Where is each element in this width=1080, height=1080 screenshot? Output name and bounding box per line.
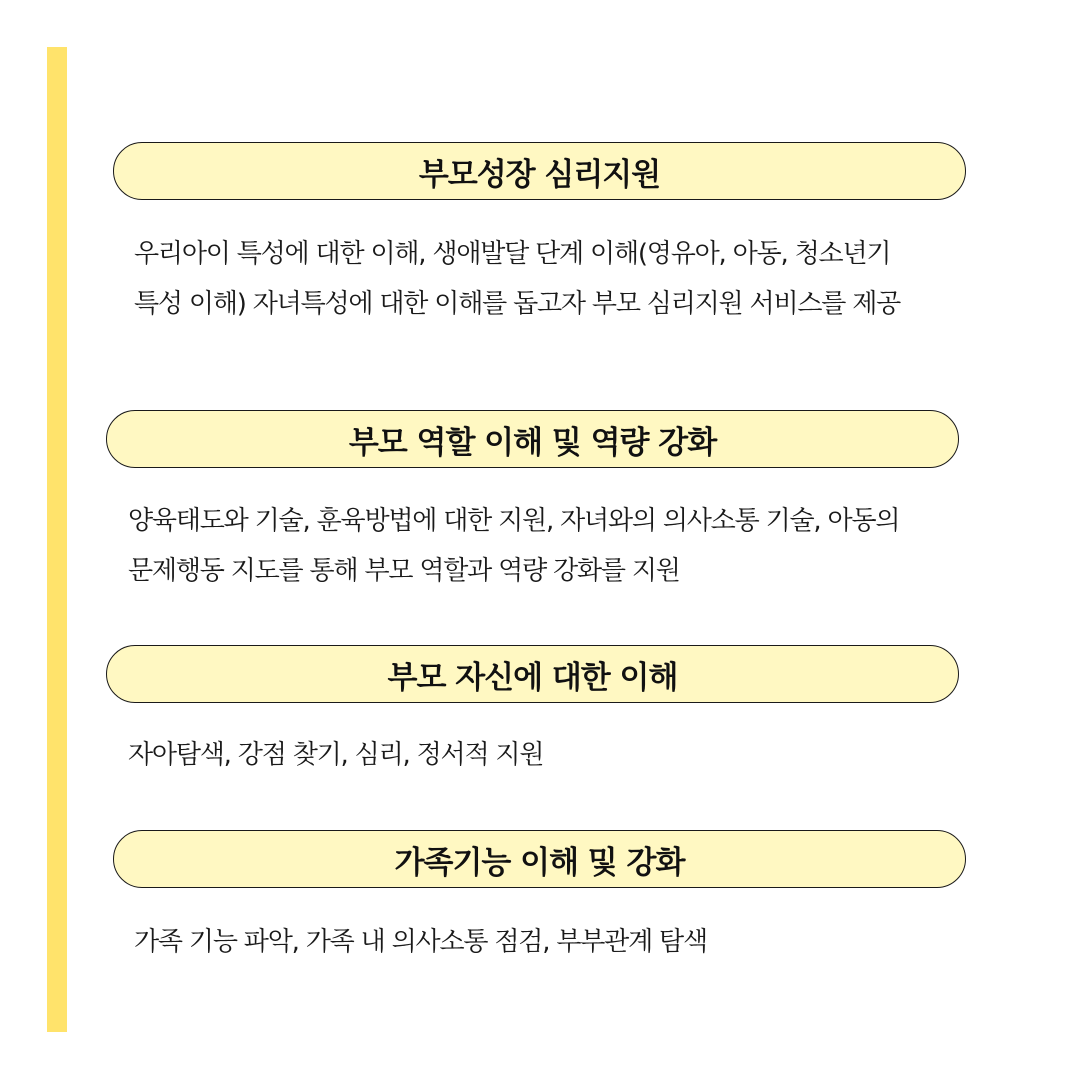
description-line: 문제행동 지도를 통해 부모 역할과 역량 강화를 지원 (128, 556, 680, 586)
section-title-parent-growth: 부모성장 심리지원 (113, 142, 966, 200)
description-line: 자아탐색, 강점 찾기, 심리, 정서적 지원 (128, 740, 544, 770)
section-title-family-function: 가족기능 이해 및 강화 (113, 830, 966, 888)
section-title-self-understanding: 부모 자신에 대한 이해 (106, 645, 959, 703)
description-line: 양육태도와 기술, 훈육방법에 대한 지원, 자녀와의 의사소통 기술, 아동의 (128, 506, 900, 536)
section-description-self-understanding (128, 730, 543, 780)
yellow-accent-bar (47, 47, 67, 1032)
section-description-family-function (134, 917, 707, 967)
description-line: 특성 이해) 자녀특성에 대한 이해를 돕고자 부모 심리지원 서비스를 제공 (134, 289, 901, 319)
section-description-parent-growth (134, 229, 900, 329)
section-description-parent-role (128, 496, 899, 596)
description-line: 우리아이 특성에 대한 이해, 생애발달 단계 이해(영유아, 아동, 청소년기 (134, 239, 891, 269)
description-line: 가족 기능 파악, 가족 내 의사소통 점검, 부부관계 탐색 (134, 927, 707, 957)
section-title-parent-role: 부모 역할 이해 및 역량 강화 (106, 410, 959, 468)
